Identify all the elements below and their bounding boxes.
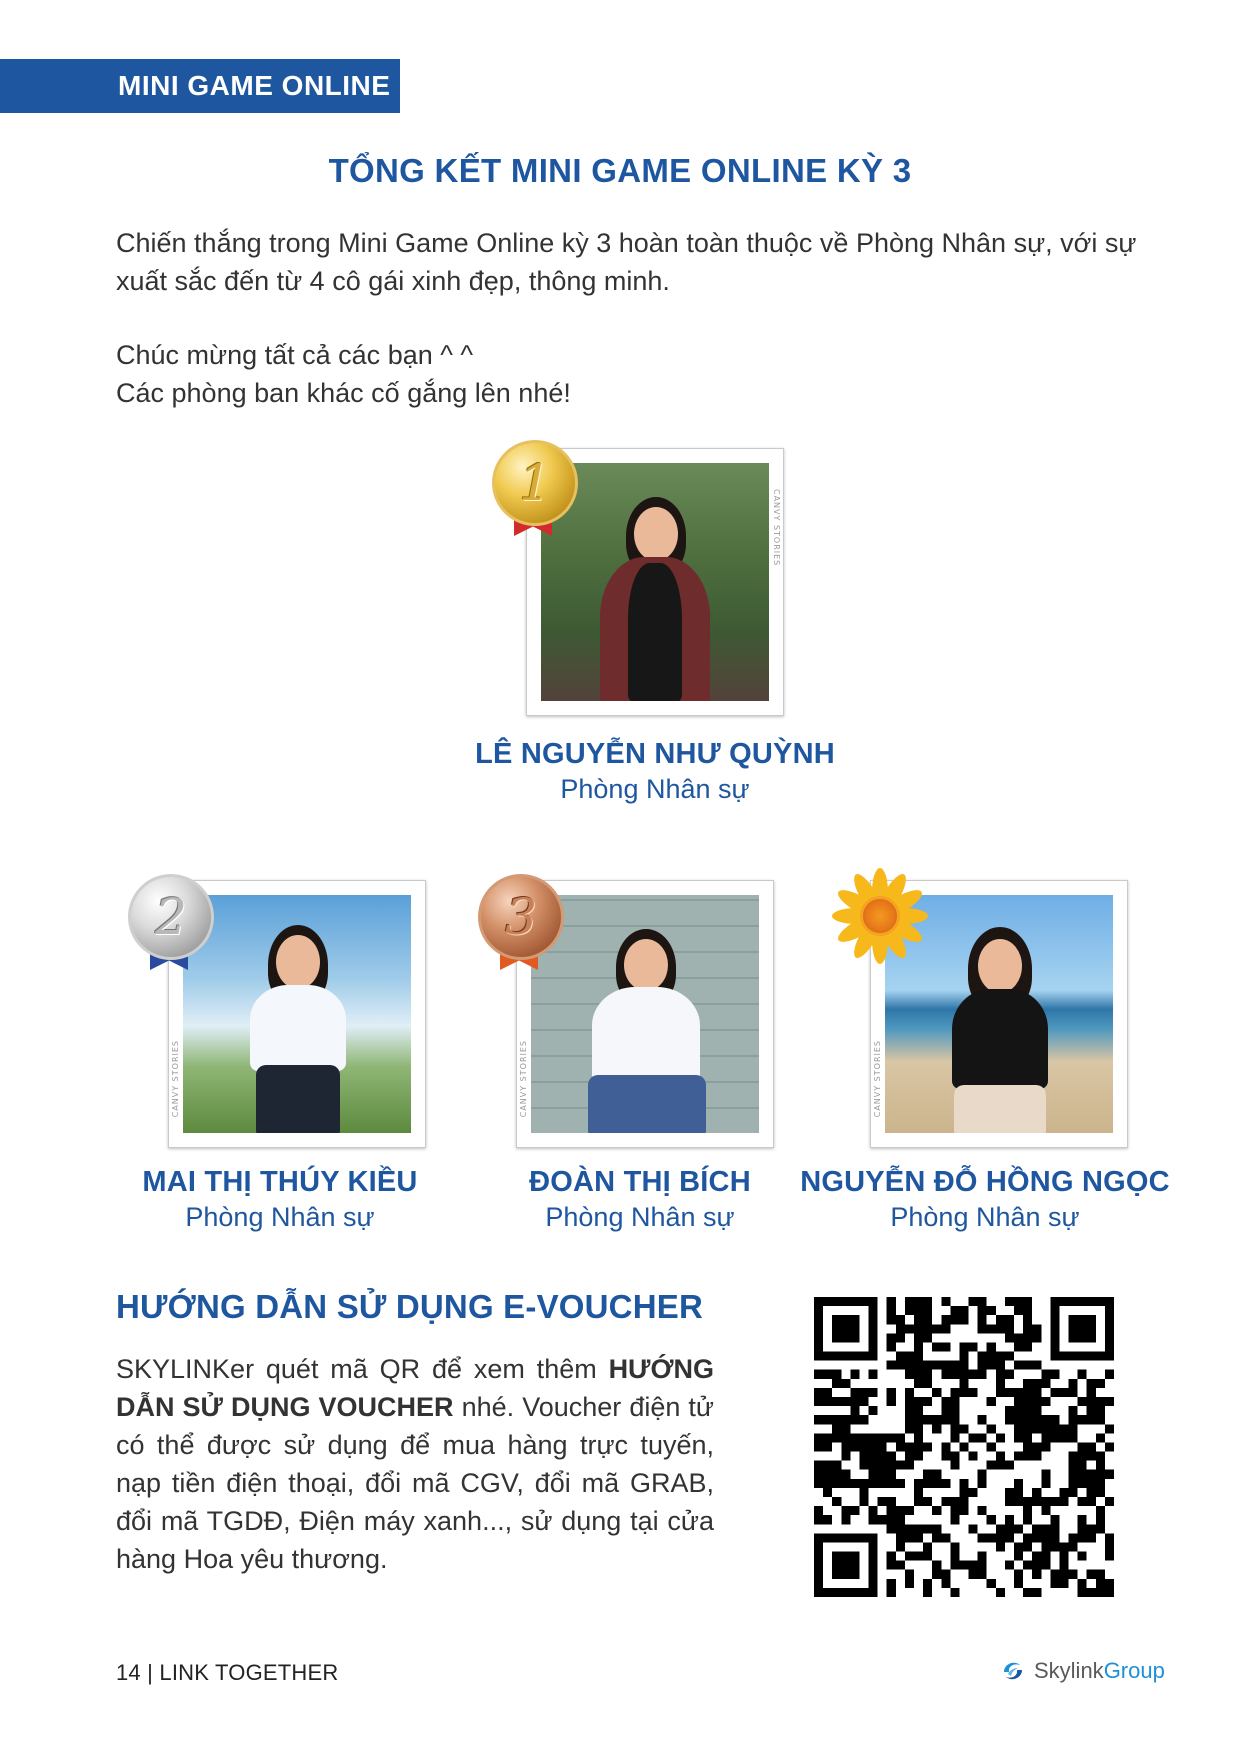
photo-image — [183, 895, 411, 1133]
page-title: TỔNG KẾT MINI GAME ONLINE KỲ 3 — [328, 152, 912, 189]
skylink-logo-icon — [998, 1656, 1028, 1686]
person-figure — [580, 493, 730, 701]
photo-stamp: CANVY STORIES — [519, 1039, 528, 1117]
photo-stamp: CANVY STORIES — [873, 1039, 882, 1117]
cheer-line-2: Các phòng ban khác cố gắng lên nhé! — [116, 378, 571, 408]
winner-department-2: Phòng Nhân sự — [185, 1202, 375, 1232]
winner-name-1: LÊ NGUYỄN NHƯ QUỲNH — [475, 738, 835, 770]
page-footer-label: 14 | LINK TOGETHER — [116, 1660, 339, 1685]
voucher-guide-text — [116, 1350, 714, 1578]
person-figure — [570, 925, 720, 1133]
winner-name-2: MAI THỊ THÚY KIỀU — [142, 1166, 418, 1198]
person-figure — [924, 925, 1074, 1133]
guide-text-part: nhé. Voucher điện tử có thể được sử dụng để mua hàng trực tuyến, nạp tiền điện thoại, đổi mã CGV, đổi mã GRAB, đổi mã TGDĐ, Điện máy xanh..., sử dụng tại cửa hàng Hoa yêu thương. — [116, 1392, 714, 1574]
silver-medal-icon: 2 — [128, 874, 214, 974]
gold-medal-icon: 1 — [492, 440, 578, 540]
voucher-guide-title: HƯỚNG DẪN SỬ DỤNG E-VOUCHER — [116, 1288, 703, 1325]
cheer-line-1: Chúc mừng tất cả các bạn ^ ^ — [116, 340, 474, 370]
bronze-medal-icon: 3 — [478, 874, 564, 974]
winner-department-3: Phòng Nhân sự — [545, 1202, 735, 1232]
person-figure — [222, 923, 372, 1133]
section-tag: MINI GAME ONLINE — [0, 59, 400, 113]
cheer-paragraph — [116, 336, 1116, 412]
sunflower-icon — [830, 866, 930, 966]
guide-text-bold: HƯỚNG DẪN SỬ DỤNG VOUCHER — [116, 1354, 714, 1422]
photo-image — [531, 895, 759, 1133]
winner-department-4: Phòng Nhân sự — [890, 1202, 1080, 1232]
winner-department-1: Phòng Nhân sự — [560, 774, 750, 804]
photo-stamp: CANVY STORIES — [171, 1039, 180, 1117]
guide-text-part: SKYLINKer quét mã QR để xem thêm — [116, 1354, 609, 1384]
photo-stamp: CANVY STORIES — [772, 489, 781, 567]
qr-code-icon[interactable] — [814, 1297, 1114, 1597]
winner-name-4: NGUYỄN ĐỖ HỒNG NGỌC — [800, 1166, 1170, 1198]
skylink-logo — [998, 1656, 1165, 1686]
intro-paragraph: Chiến thắng trong Mini Game Online kỳ 3 hoàn toàn thuộc về Phòng Nhân sự, với sự xuất sắc đến từ 4 cô gái xinh đẹp, thông minh. — [116, 228, 1137, 296]
winner-name-3: ĐOÀN THỊ BÍCH — [529, 1166, 751, 1198]
skylink-brand-name: SkylinkGroup — [1034, 1658, 1165, 1683]
